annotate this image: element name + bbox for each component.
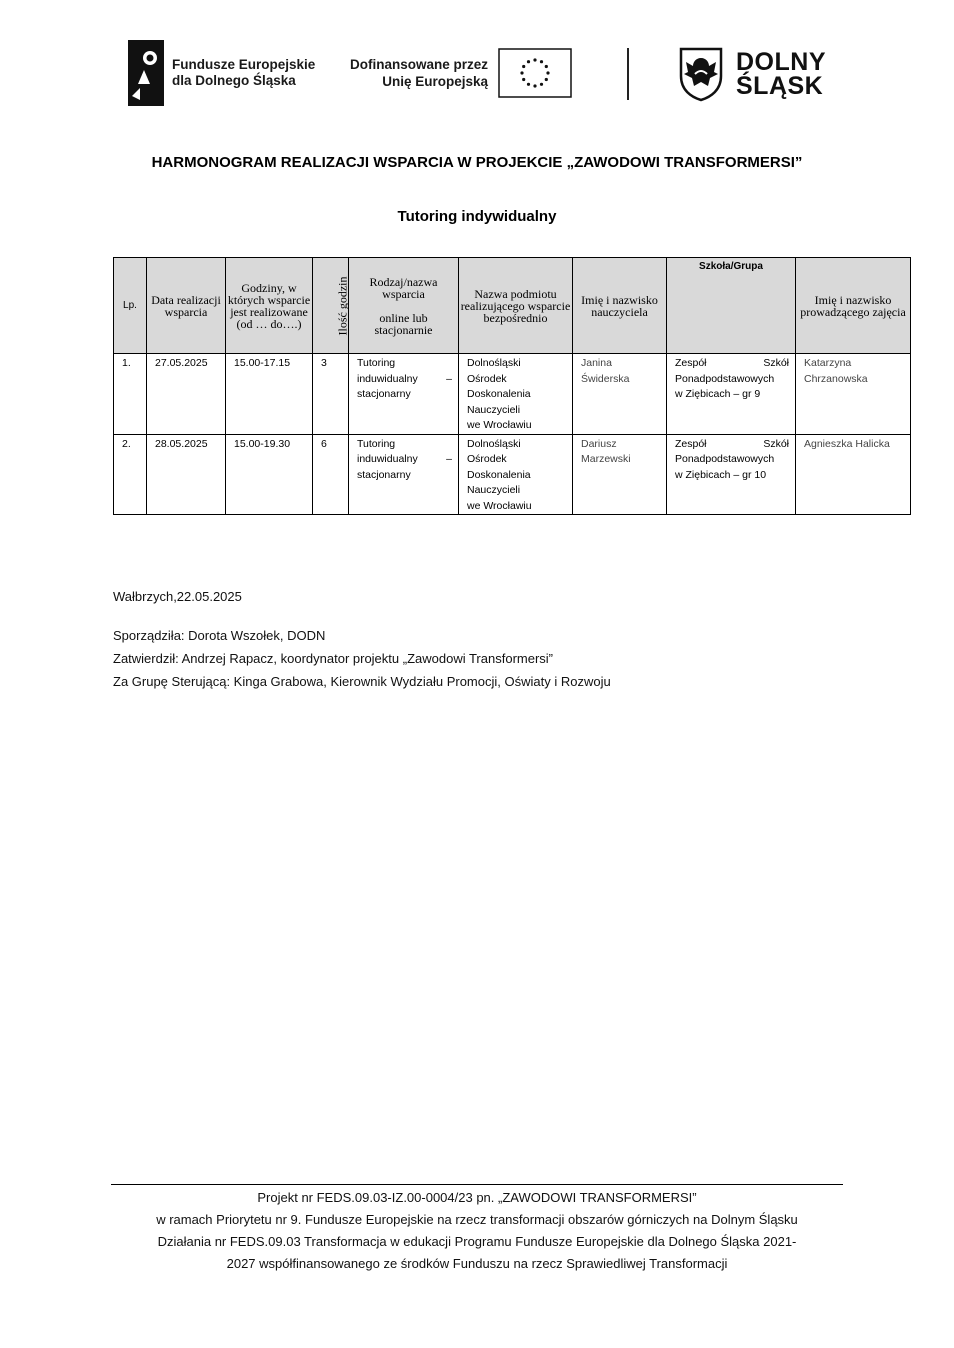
- eu-logo-line2: Unię Europejską: [382, 74, 489, 89]
- eagle-shield-icon: [678, 46, 724, 102]
- cell-school-line: w Ziębicach – gr 10: [675, 468, 767, 481]
- cell-school-line: Zespół Szkół: [675, 357, 789, 369]
- schedule-table: [113, 257, 911, 515]
- cell-entity-line: Doskonalenia: [467, 468, 531, 481]
- cell-hours: 15.00-17.15: [226, 354, 313, 435]
- header-lp: Lp.: [114, 258, 147, 354]
- fe-logo-line1: Fundusze Europejskie: [172, 57, 316, 72]
- cell-entity-line: Nauczycieli: [467, 403, 521, 416]
- cell-leader: [796, 354, 911, 435]
- cell-teacher: [573, 354, 667, 435]
- fe-star-icon: [128, 40, 164, 106]
- cell-teacher-line: Marzewski: [581, 453, 631, 465]
- cell-entity-line: Nauczycieli: [467, 484, 521, 496]
- cell-hours: 15.00-19.30: [226, 434, 313, 515]
- document-subtitle: Tutoring indywidualny: [397, 208, 557, 225]
- cell-teacher-line: Dariusz: [581, 437, 617, 450]
- header-date: Data realizacji wsparcia: [147, 258, 226, 354]
- cell-type-line: induwidualny –: [357, 453, 452, 465]
- cell-leader: [796, 434, 911, 515]
- header-hours-count-label: Ilość godzin: [335, 276, 350, 335]
- ds-logo-line2: ŚLĄSK: [736, 72, 824, 100]
- approved-by: Zatwierdził: Andrzej Rapacz, koordynator projektu „Zawodowi Transformersi”: [113, 651, 554, 666]
- cell-leader-line: Agnieszka Halicka: [804, 437, 890, 450]
- logo-divider: [627, 48, 629, 100]
- cell-teacher: [573, 434, 667, 515]
- header-hours: Godziny, w których wsparcie jest realizowane (od … do….): [226, 258, 313, 354]
- cell-lp: 1.: [114, 354, 147, 435]
- header-type-line1: Rodzaj/nazwa wsparcia: [369, 274, 438, 301]
- fe-logo-line2: dla Dolnego Śląska: [172, 73, 296, 88]
- cell-type: [349, 354, 459, 435]
- place-date: Wałbrzych,22.05.2025: [113, 589, 242, 604]
- cell-entity-line: Ośrodek: [467, 372, 507, 385]
- table-header-row: [114, 258, 911, 354]
- cell-type-line: Tutoring: [357, 357, 396, 369]
- cell-teacher-line: Świderska: [581, 372, 630, 385]
- logo-bar: [0, 38, 954, 110]
- cell-type-line: Tutoring: [357, 437, 396, 450]
- table-row: [114, 434, 911, 515]
- table-row: [114, 354, 911, 435]
- header-type-line2: online lub stacjonarnie: [374, 310, 433, 337]
- cell-type-line: stacjonarny: [357, 388, 411, 400]
- cell-lp: 2.: [114, 434, 147, 515]
- cell-type: [349, 434, 459, 515]
- eu-logo-line1: Dofinansowane przez: [350, 57, 489, 72]
- header-type: [349, 258, 459, 354]
- cell-entity-line: we Wrocławiu: [467, 419, 532, 431]
- document-title: HARMONOGRAM REALIZACJI WSPARCIA W PROJEKCIE „ZAWODOWI TRANSFORMERSI”: [151, 154, 803, 171]
- cell-school-line: Ponadpodstawowych: [675, 372, 775, 385]
- cell-school-line: Zespół Szkół: [675, 437, 789, 450]
- cell-entity: [459, 434, 573, 515]
- cell-entity-line: Ośrodek: [467, 453, 507, 465]
- footer-line2: w ramach Priorytetu nr 9. Fundusze Europejskie na rzecz transformacji obszarów górniczych na Dolnym Śląsku: [156, 1212, 798, 1227]
- cell-entity-line: we Wrocławiu: [467, 499, 532, 512]
- cell-school-line: Ponadpodstawowych: [675, 453, 775, 465]
- cell-leader-line: Katarzyna: [804, 357, 852, 369]
- cell-type-line: stacjonarny: [357, 468, 411, 481]
- eu-logo: [350, 48, 572, 98]
- header-school: Szkoła/Grupa: [667, 258, 796, 354]
- footer-line4: 2027 współfinansowanego ze środków Funduszu na rzecz Sprawiedliwej Transformacji: [226, 1256, 728, 1271]
- cell-count: 6: [313, 434, 349, 515]
- fe-logo: [128, 40, 315, 106]
- cell-count: 3: [313, 354, 349, 435]
- header-hours-count: [313, 258, 349, 354]
- header-leader: Imię i nazwisko prowadzącego zajęcia: [796, 258, 911, 354]
- footer-line1: Projekt nr FEDS.09.03-IZ.00-0004/23 pn. „ZAWODOWI TRANSFORMERSI”: [257, 1190, 697, 1205]
- eu-flag-icon: [498, 48, 572, 98]
- header-entity: Nazwa podmiotu realizującego wsparcie bezpośrednio: [459, 258, 573, 354]
- dolny-slask-logo: [678, 46, 826, 102]
- cell-school-line: w Ziębicach – gr 9: [675, 388, 761, 400]
- cell-date: 27.05.2025: [147, 354, 226, 435]
- cell-entity-line: Dolnośląski: [467, 357, 521, 369]
- cell-entity: [459, 354, 573, 435]
- cell-school: [667, 434, 796, 515]
- steering-group: Za Grupę Sterującą: Kinga Grabowa, Kierownik Wydziału Promocji, Oświaty i Rozwoju: [113, 674, 611, 689]
- cell-type-line: induwidualny –: [357, 372, 452, 385]
- cell-teacher-line: Janina: [581, 357, 612, 369]
- footer-divider: [111, 1184, 843, 1185]
- footer: [100, 1187, 854, 1275]
- ds-logo-line1: DOLNY: [736, 48, 826, 76]
- prepared-by: Sporządziła: Dorota Wszołek, DODN: [113, 628, 326, 643]
- header-teacher: Imię i nazwisko nauczyciela: [573, 258, 667, 354]
- cell-leader-line: Chrzanowska: [804, 372, 868, 385]
- cell-entity-line: Doskonalenia: [467, 388, 531, 400]
- cell-school: [667, 354, 796, 435]
- footer-line3: Działania nr FEDS.09.03 Transformacja w edukacji Programu Fundusze Europejskie dla Dolnego Śląska 2021-: [157, 1234, 797, 1249]
- cell-entity-line: Dolnośląski: [467, 437, 521, 450]
- cell-date: 28.05.2025: [147, 434, 226, 515]
